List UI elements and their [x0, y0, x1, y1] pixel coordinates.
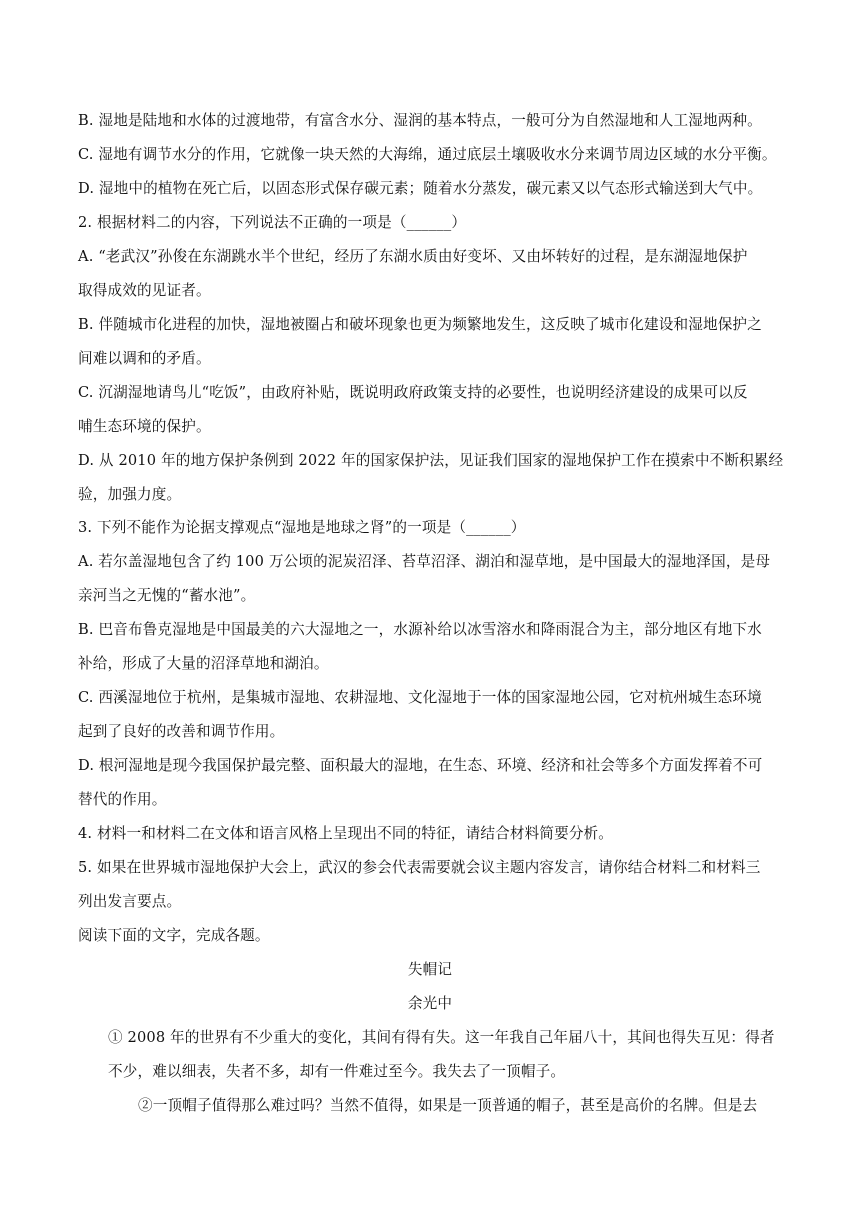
- q2-option-d-line1: D. 从 2010 年的地方保护条例到 2022 年的国家保护法，见证我们国家的湿地保护工作在摸索中不断积累经: [78, 452, 784, 469]
- q3-option-d-line2: 替代的作用。: [78, 791, 167, 808]
- option-d-carbon-storage: D. 湿地中的植物在死亡后，以固态形式保存碳元素；随着水分蒸发，碳元素又以气态形式输送到大气中。: [78, 180, 763, 197]
- option-c-water-regulation: C. 湿地有调节水分的作用，它就像一块天然的大海绵，通过底层土壤吸收水分来调节周边区域的水分平衡。: [78, 146, 777, 163]
- option-b-wetland-definition: B. 湿地是陆地和水体的过渡地带，有富含水分、湿润的基本特点，一般可分为自然湿地和人工湿地两种。: [78, 112, 762, 129]
- q3-option-d-line1: D. 根河湿地是现今我国保护最完整、面积最大的湿地，在生态、环境、经济和社会等多个方面发挥着不可: [78, 757, 763, 774]
- q3-option-c-line2: 起到了良好的改善和调节作用。: [78, 723, 285, 740]
- q2-option-c-line2: 哺生态环境的保护。: [78, 418, 211, 435]
- q2-option-b-line1: B. 伴随城市化进程的加快，湿地被圈占和破坏现象也更为频繁地发生，这反映了城市化建设和湿地保护之: [78, 316, 762, 333]
- question-4: 4. 材料一和材料二在文体和语言风格上呈现出不同的特征，请结合材料简要分析。: [78, 825, 614, 842]
- paragraph-1-line1: ① 2008 年的世界有不少重大的变化，其间有得有失。这一年我自己年届八十，其间也得失互见：得者: [108, 1029, 775, 1046]
- q2-option-a-line1: A. “老武汉”孙俊在东湖跳水半个世纪，经历了东湖水质由好变坏、又由坏转好的过程，是东湖湿地保护: [78, 248, 748, 265]
- article-author: 余光中: [407, 995, 453, 1012]
- q3-option-b-line2: 补给，形成了大量的沼泽草地和湖泊。: [78, 655, 329, 672]
- q3-option-b-line1: B. 巴音布鲁克湿地是中国最美的六大湿地之一，水源补给以冰雪溶水和降雨混合为主，部分地区有地下水: [78, 621, 762, 638]
- article-title: 失帽记: [407, 961, 453, 978]
- question-5-line2: 列出发言要点。: [78, 893, 182, 910]
- q3-option-a-line2: 亲河当之无愧的“蓄水池”。: [78, 587, 256, 604]
- question-5-line1: 5. 如果在世界城市湿地保护大会上，武汉的参会代表需要就会议主题内容发言，请你结合材料二和材料三: [78, 859, 761, 876]
- reading-instruction: 阅读下面的文字，完成各题。: [78, 927, 270, 944]
- q2-option-a-line2: 取得成效的见证者。: [78, 282, 211, 299]
- q3-option-a-line1: A. 若尔盖湿地包含了约 100 万公顷的泥炭沼泽、苔草沼泽、湖泊和湿草地，是中国最大的湿地泽国，是母: [78, 553, 771, 570]
- paragraph-1-line2: 不少，难以细表，失者不多，却有一件难过至今。我失去了一顶帽子。: [108, 1063, 566, 1080]
- q3-option-c-line1: C. 西溪湿地位于杭州，是集城市湿地、农耕湿地、文化湿地于一体的国家湿地公园，它对杭州城生态环境: [78, 689, 762, 706]
- question-3-stem: 3. 下列不能作为论据支撑观点“湿地是地球之肾”的一项是（______）: [78, 519, 526, 536]
- q2-option-b-line2: 间难以调和的矛盾。: [78, 350, 211, 367]
- q2-option-c-line1: C. 沉湖湿地请鸟儿“吃饭”，由政府补贴，既说明政府政策支持的必要性，也说明经济建设的成果可以反: [78, 384, 748, 401]
- q2-option-d-line2: 验，加强力度。: [78, 486, 182, 503]
- paragraph-2-line1: ②一顶帽子值得那么难过吗？当然不值得，如果是一顶普通的帽子，甚至是高价的名牌。但是去: [138, 1097, 758, 1114]
- question-2-stem: 2. 根据材料二的内容，下列说法不正确的一项是（______）: [78, 214, 467, 231]
